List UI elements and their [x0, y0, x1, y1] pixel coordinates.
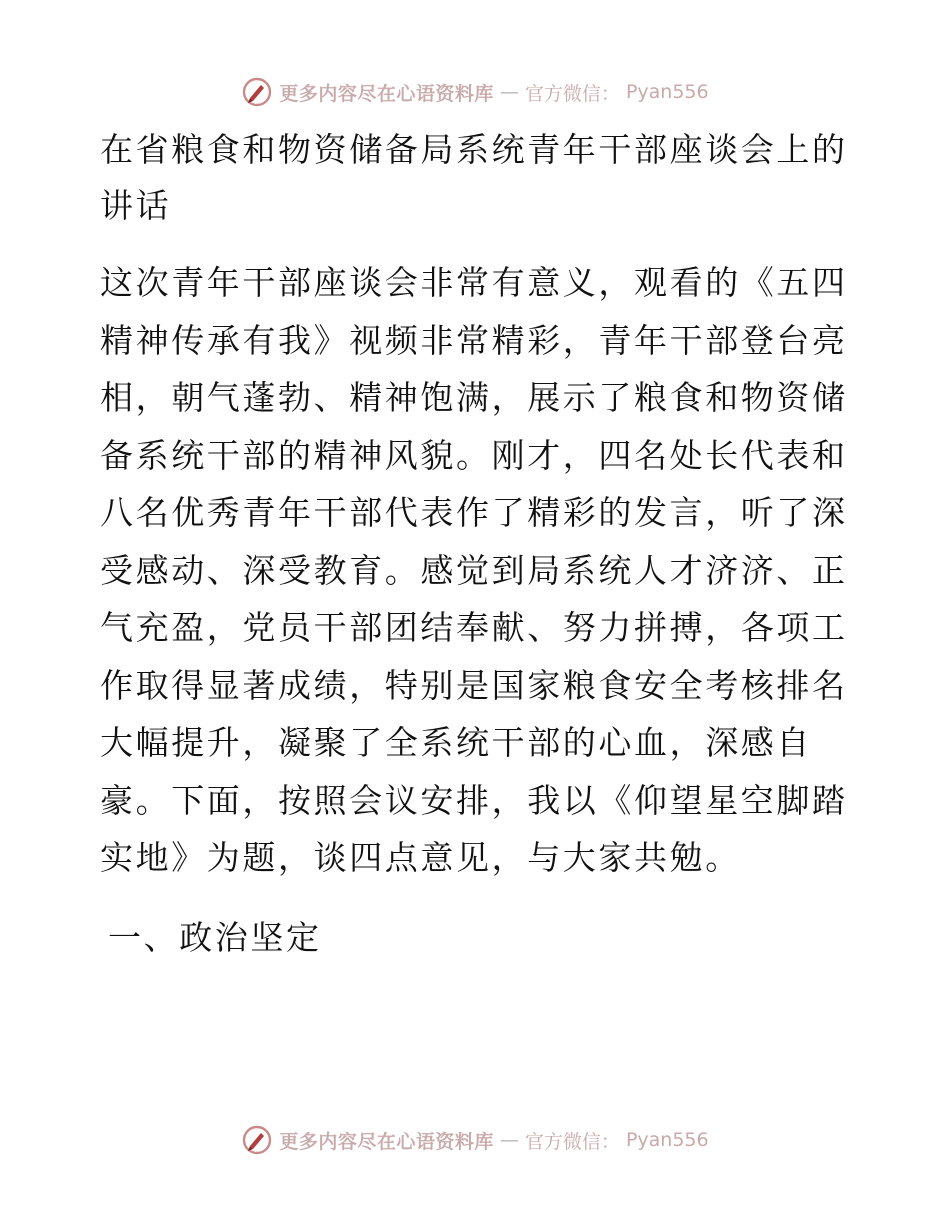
footer-watermark	[0, 1120, 950, 1160]
section-heading: 一、政治坚定	[108, 918, 322, 957]
watermark-dash: —	[499, 1129, 519, 1151]
document-paragraph: 这次青年干部座谈会非常有意义，观看的《五四精神传承有我》视频非常精彩，青年干部登台亮相，朝气蓬勃、精神饱满，展示了粮食和物资储备系统干部的精神风貌。刚才，四名处长代表和八名优秀青年干部代表作了精彩的发言，听了深受感动、深受教育。感觉到局系统人才济济、正气充盈，党员干部团结奉献、努力拼搏，各项工作取得显著成绩，特别是国家粮食安全考核排名大幅提升，凝聚了全系统干部的心血，深感自豪。下面，按照会议安排，我以《仰望星空脚踏实地》为题，谈四点意见，与大家共勉。	[100, 263, 848, 877]
watermark-text: 更多内容尽在心语资料库	[279, 1130, 494, 1153]
watermark-wechat-id: Pyan556	[625, 81, 709, 103]
watermark-wechat-id: Pyan556	[625, 1129, 709, 1151]
header-watermark-content	[241, 76, 708, 108]
watermark-dash: —	[499, 81, 519, 103]
document-title: 在省粮食和物资储备局系统青年干部座谈会上的讲话	[100, 130, 848, 225]
header-watermark	[0, 72, 950, 112]
footer-watermark-content	[241, 1124, 708, 1156]
watermark-text: 更多内容尽在心语资料库	[279, 82, 494, 105]
pen-logo-icon	[241, 76, 273, 108]
pen-logo-icon	[241, 1124, 273, 1156]
watermark-wechat-label: 官方微信：	[524, 1130, 620, 1153]
watermark-wechat-label: 官方微信：	[524, 82, 620, 105]
